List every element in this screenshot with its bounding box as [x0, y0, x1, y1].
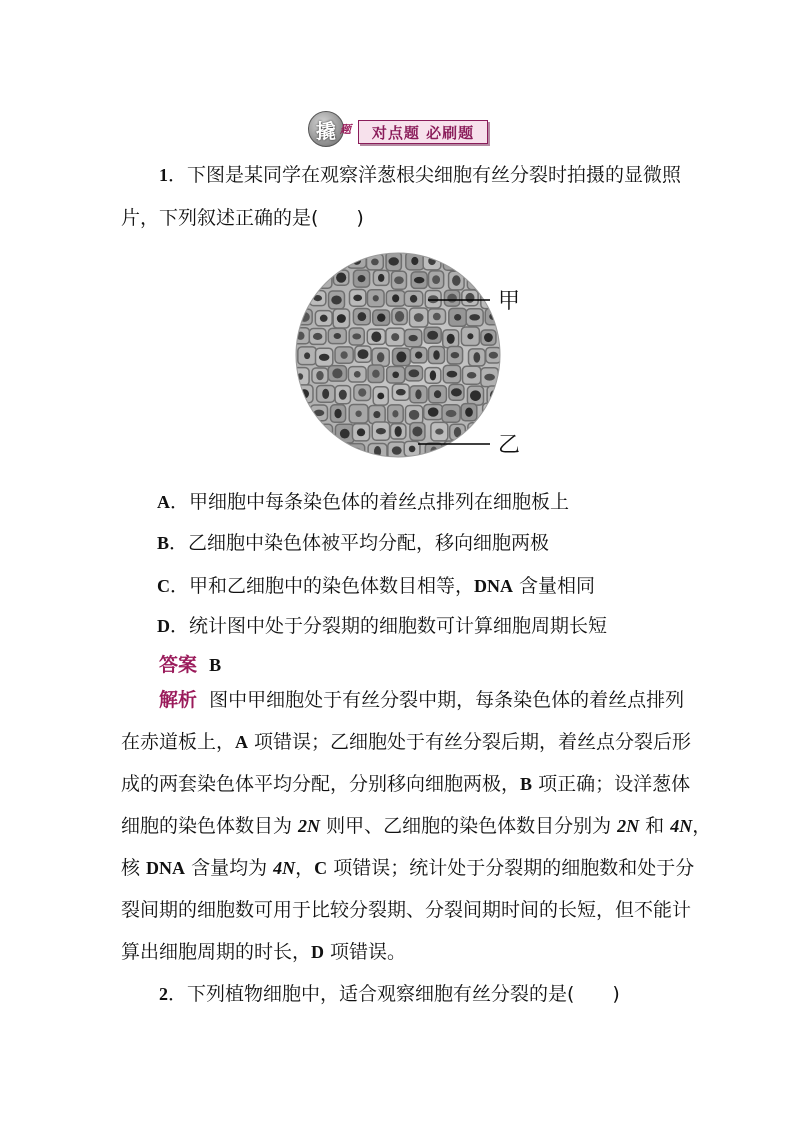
cell: [292, 406, 311, 421]
analysis-text-7b: 项错误。: [324, 941, 407, 963]
cell: [425, 443, 442, 460]
cell-nucleus: [371, 259, 379, 266]
cell-nucleus: [372, 370, 380, 378]
cell-nucleus: [452, 275, 460, 286]
cell-nucleus: [430, 370, 436, 380]
cell-nucleus: [489, 352, 498, 359]
cell-nucleus: [467, 372, 476, 378]
cell-nucleus: [391, 333, 399, 341]
cell-nucleus: [434, 390, 441, 398]
cell-nucleus: [354, 371, 361, 378]
cell: [506, 385, 521, 403]
cell-nucleus: [511, 275, 519, 285]
cell-nucleus: [414, 313, 424, 322]
cell-nucleus: [313, 333, 322, 340]
onion-root-tip-micrograph: [280, 245, 550, 465]
analysis-line-1: [159, 688, 684, 712]
cell-nucleus: [454, 314, 461, 321]
cell-nucleus: [389, 257, 399, 265]
cell-nucleus: [433, 350, 440, 359]
section-banner: [308, 107, 488, 147]
cell-nucleus: [376, 428, 386, 434]
cell-nucleus: [447, 294, 457, 303]
analysis-ref-c: C: [314, 858, 328, 878]
cell: [500, 254, 515, 270]
cell-nucleus: [411, 257, 418, 265]
cell: [291, 253, 306, 269]
question-1-line-2: 片，下列叙述正确的是( ): [121, 207, 364, 229]
cell: [291, 441, 307, 459]
cell-nucleus: [446, 410, 457, 417]
cell-nucleus: [410, 295, 417, 303]
cell: [310, 442, 328, 458]
cell: [290, 290, 307, 309]
cell-nucleus: [392, 371, 399, 378]
cell-nucleus: [373, 295, 379, 301]
answer-value: B: [209, 655, 222, 675]
cell-nucleus: [466, 258, 476, 268]
analysis-text-4b: 则甲、乙细胞的染色体数目分别为: [320, 815, 618, 837]
cell-nucleus: [451, 352, 460, 358]
cell-nucleus: [488, 406, 496, 416]
option-d-letter: D: [157, 616, 170, 636]
cell-nucleus: [396, 389, 406, 395]
cell-nucleus: [300, 428, 310, 435]
cell-nucleus: [358, 312, 367, 321]
cell-nucleus: [371, 331, 381, 342]
analysis-2n-2: 2N: [617, 816, 640, 836]
cell-nucleus: [503, 259, 511, 265]
cell-nucleus: [340, 351, 347, 359]
cell: [467, 273, 486, 290]
cell-nucleus: [337, 314, 346, 323]
micrograph-figure: [280, 245, 550, 465]
analysis-text-7a: 算出细胞周期的时长，: [121, 941, 312, 963]
cell-nucleus: [358, 349, 369, 359]
question-1-text-1: ．下图是某同学在观察洋葱根尖细胞有丝分裂时拍摄的显微照: [168, 164, 682, 186]
option-b: [157, 531, 549, 555]
cell: [501, 406, 517, 423]
analysis-text-5b: 含量均为: [185, 857, 274, 879]
option-c-text-a: ．甲和乙细胞中的染色体数目相等，: [170, 575, 475, 597]
cell-nucleus: [470, 390, 481, 401]
analysis-label: 解析: [159, 689, 198, 711]
question-1-number: 1: [159, 165, 168, 185]
option-c-letter: C: [157, 576, 170, 596]
cell-nucleus: [414, 277, 424, 283]
cell-nucleus: [484, 374, 495, 381]
analysis-4n-2: 4N: [273, 858, 296, 878]
cell-nucleus: [451, 388, 462, 396]
cell-nucleus: [339, 390, 347, 400]
cell: [499, 366, 516, 382]
cell-nucleus: [352, 333, 361, 339]
cell-nucleus: [395, 426, 402, 437]
cell-nucleus: [336, 273, 346, 283]
banner-stamp-sub: 题: [340, 123, 351, 136]
cell-nucleus: [448, 257, 455, 267]
cell-nucleus: [465, 407, 473, 416]
cell-nucleus: [396, 351, 406, 362]
cell-nucleus: [334, 333, 341, 339]
cell-nucleus: [340, 429, 350, 439]
analysis-text-5c: ，: [295, 857, 315, 879]
cell-nucleus: [447, 334, 455, 344]
analysis-text-2a: 在赤道板上，: [121, 731, 236, 753]
cell-nucleus: [353, 295, 362, 301]
cell-nucleus: [315, 446, 323, 453]
analysis-ref-d: D: [311, 942, 325, 962]
cell-nucleus: [351, 448, 362, 457]
question-2: [159, 982, 620, 1006]
cell-nucleus: [415, 389, 421, 399]
cell-nucleus: [503, 370, 512, 377]
cell-nucleus: [503, 332, 512, 342]
cell-nucleus: [409, 446, 416, 453]
analysis-text-4d: ，: [692, 815, 712, 837]
cell-nucleus: [505, 409, 513, 420]
cell-nucleus: [336, 255, 342, 266]
cell: [311, 252, 327, 270]
option-d-text: ．统计图中处于分裂期的细胞数可计算细胞周期长短: [170, 615, 608, 637]
cell-nucleus: [318, 428, 328, 438]
cell-nucleus: [297, 410, 306, 417]
analysis-line-5: [121, 856, 694, 880]
cell: [462, 253, 480, 272]
cell-nucleus: [373, 411, 380, 418]
cell-nucleus: [486, 255, 494, 264]
answer-label: 答案: [159, 654, 198, 676]
cell-nucleus: [484, 333, 493, 342]
cell-nucleus: [357, 428, 365, 436]
cell: [506, 349, 522, 367]
cell-nucleus: [394, 276, 404, 284]
cell: [331, 442, 346, 458]
analysis-2n-1: 2N: [298, 816, 321, 836]
cell-nucleus: [435, 429, 443, 435]
answer-line: [159, 653, 221, 677]
question-1-line-1: [159, 163, 681, 187]
label-jia: 甲: [498, 289, 521, 314]
analysis-line-4: [121, 814, 711, 838]
cell-nucleus: [491, 426, 498, 437]
option-b-text: ．乙细胞中染色体被平均分配，移向细胞两极: [169, 532, 550, 554]
banner-title: 对点题 必刷题: [358, 120, 488, 144]
cell-nucleus: [474, 427, 481, 437]
cell-nucleus: [378, 274, 384, 282]
cell: [315, 424, 333, 442]
cell: [347, 252, 366, 268]
analysis-text-2b: 项错误；乙细胞处于有丝分裂后期，着丝点分裂后形: [248, 731, 692, 753]
analysis-text-1: 图中甲细胞处于有丝分裂中期，每条染色体的着丝点排列: [209, 689, 685, 711]
cell-nucleus: [304, 352, 310, 359]
cell-nucleus: [427, 331, 438, 340]
cell-nucleus: [467, 333, 473, 339]
cell-nucleus: [392, 446, 402, 454]
cell-nucleus: [509, 352, 519, 363]
question-2-number: 2: [159, 984, 168, 1004]
cell-nucleus: [295, 295, 302, 304]
cell-nucleus: [409, 335, 418, 341]
cell-nucleus: [377, 352, 384, 362]
cell-nucleus: [358, 275, 366, 282]
cell-nucleus: [316, 257, 322, 265]
cell-nucleus: [392, 294, 399, 302]
cell-nucleus: [409, 369, 420, 377]
analysis-text-4c: 和: [639, 815, 671, 837]
cell: [468, 423, 486, 441]
cell-nucleus: [332, 368, 342, 378]
cell-nucleus: [465, 293, 474, 303]
cell-nucleus: [432, 275, 440, 284]
cell-nucleus: [300, 276, 310, 286]
cell-nucleus: [319, 354, 329, 361]
cell-nucleus: [355, 410, 361, 417]
cell-nucleus: [295, 257, 304, 263]
label-yi: 乙: [498, 433, 521, 458]
cell-nucleus: [320, 315, 328, 322]
analysis-dna: DNA: [146, 858, 186, 878]
cell-nucleus: [335, 446, 342, 454]
cell-nucleus: [395, 311, 404, 322]
cell-nucleus: [472, 276, 482, 286]
cell-nucleus: [412, 426, 422, 436]
cell: [483, 403, 501, 419]
cell: [482, 251, 498, 267]
analysis-line-2: [121, 730, 691, 754]
option-c-dna: DNA: [474, 576, 514, 596]
option-b-letter: B: [157, 533, 170, 553]
analysis-ref-b: B: [520, 774, 533, 794]
cell-nucleus: [409, 410, 419, 420]
analysis-text-3b: 项正确；设洋葱体: [532, 773, 691, 795]
cell-nucleus: [447, 371, 458, 378]
cell-nucleus: [487, 444, 496, 454]
cell-nucleus: [509, 315, 518, 323]
cell-nucleus: [509, 390, 517, 397]
cell-nucleus: [466, 446, 475, 454]
cell: [296, 273, 313, 290]
cell-nucleus: [295, 446, 305, 455]
cell-nucleus: [331, 295, 342, 304]
cell-nucleus: [322, 389, 329, 399]
option-a-text: ．甲细胞中每条染色体的着丝点排列在细胞板上: [170, 491, 570, 513]
question-2-text: ．下列植物细胞中，适合观察细胞有丝分裂的是( ): [168, 983, 620, 1005]
analysis-text-5d: 项错误；统计处于分裂期的细胞数和处于分: [327, 857, 695, 879]
option-c: [157, 574, 595, 598]
stamp-icon: 撬: [308, 111, 344, 147]
cell: [330, 251, 347, 268]
cell-nucleus: [433, 313, 441, 320]
analysis-text-4a: 细胞的染色体数目为: [121, 815, 299, 837]
cell: [506, 271, 524, 289]
analysis-line-6: 裂间期的细胞数可用于比较分裂期、分裂间期时间的长短，但不能计: [121, 899, 692, 921]
cell-nucleus: [449, 444, 456, 454]
cell-nucleus: [473, 352, 480, 363]
cell-nucleus: [492, 277, 498, 288]
option-c-text-b: 含量相同: [513, 575, 596, 597]
option-a: [157, 490, 569, 514]
cell-nucleus: [428, 407, 439, 416]
cell-nucleus: [377, 393, 384, 400]
cell-nucleus: [377, 314, 385, 322]
cell-nucleus: [358, 388, 366, 396]
analysis-text-3a: 成的两套染色体平均分配，分别移向细胞两极，: [121, 773, 521, 795]
cell: [348, 444, 365, 461]
cell: [298, 422, 313, 441]
cell-nucleus: [316, 371, 323, 380]
analysis-ref-a: A: [235, 732, 249, 752]
cell-nucleus: [415, 352, 422, 359]
cell: [500, 328, 515, 345]
analysis-text-5a: 核: [121, 857, 147, 879]
analysis-line-7: [121, 940, 406, 964]
analysis-4n-1: 4N: [670, 816, 693, 836]
option-d: [157, 614, 607, 638]
cell-nucleus: [469, 314, 480, 320]
option-a-letter: A: [157, 492, 170, 512]
cell-nucleus: [334, 409, 341, 418]
analysis-line-3: [121, 772, 690, 796]
cell-nucleus: [392, 410, 398, 417]
